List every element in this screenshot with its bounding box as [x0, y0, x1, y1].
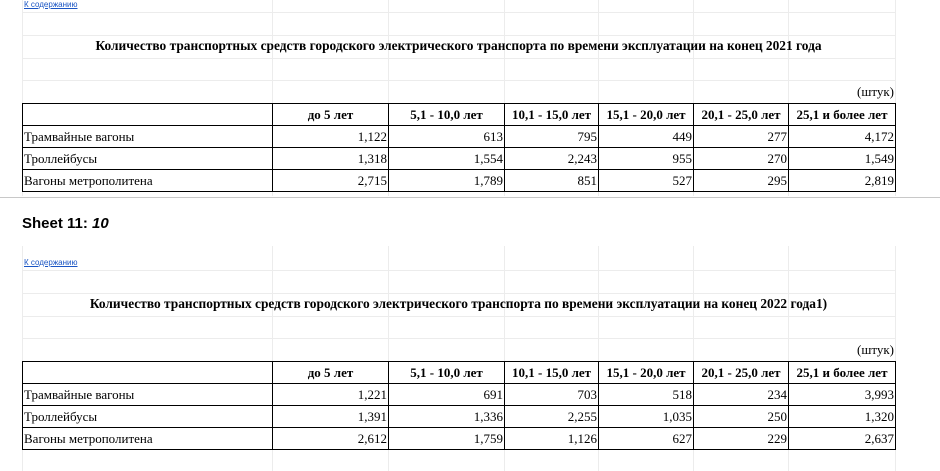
table-cell: 2,255 [505, 406, 599, 428]
table-row [23, 406, 896, 428]
row-label: Вагоны метрополитена [23, 428, 273, 450]
table-cell: 955 [599, 148, 694, 170]
table-cell: 2,637 [789, 428, 896, 450]
sheet-heading-number: 10 [92, 215, 109, 232]
table-cell: 1,391 [273, 406, 389, 428]
table-cell: 627 [599, 428, 694, 450]
header-cell: 15,1 - 20,0 лет [599, 104, 694, 126]
sheet-heading-prefix: Sheet 11: [22, 215, 93, 232]
table-cell: 1,122 [273, 126, 389, 148]
table-cell: 1,549 [789, 148, 896, 170]
header-cell: 20,1 - 25,0 лет [694, 104, 789, 126]
table-row [23, 384, 896, 406]
header-cell: 10,1 - 15,0 лет [505, 104, 599, 126]
table-header-row [23, 362, 896, 384]
table-cell: 1,126 [505, 428, 599, 450]
contents-link[interactable]: К содержанию [24, 258, 78, 267]
table-cell: 3,993 [789, 384, 896, 406]
header-cell: 5,1 - 10,0 лет [389, 362, 505, 384]
table-cell: 270 [694, 148, 789, 170]
table-cell: 518 [599, 384, 694, 406]
unit-label: (штук) [857, 342, 894, 357]
row-label: Вагоны метрополитена [23, 170, 273, 192]
table-cell: 1,318 [273, 148, 389, 170]
table-cell: 703 [505, 384, 599, 406]
table-row [23, 170, 896, 192]
row-label: Трамвайные вагоны [23, 384, 273, 406]
table-row [23, 428, 896, 450]
table-cell: 2,612 [273, 428, 389, 450]
table-cell: 795 [505, 126, 599, 148]
table-title: Количество транспортных средств городского электрического транспорта по времени эксплуатации на конец 2022 года1) [89, 296, 828, 311]
table-cell: 277 [694, 126, 789, 148]
header-cell: 25,1 и более лет [789, 362, 896, 384]
header-cell: 5,1 - 10,0 лет [389, 104, 505, 126]
header-cell [23, 104, 273, 126]
table-cell: 2,819 [789, 170, 896, 192]
row-label: Трамвайные вагоны [23, 126, 273, 148]
table-cell: 295 [694, 170, 789, 192]
table-header-row [23, 104, 896, 126]
header-cell [23, 362, 273, 384]
table-cell: 527 [599, 170, 694, 192]
table-cell: 449 [599, 126, 694, 148]
table-cell: 1,320 [789, 406, 896, 428]
row-label: Троллейбусы [23, 148, 273, 170]
row-label: Троллейбусы [23, 406, 273, 428]
table-cell: 2,243 [505, 148, 599, 170]
table-cell: 250 [694, 406, 789, 428]
header-cell: до 5 лет [273, 362, 389, 384]
sheet-heading [22, 215, 109, 232]
table-cell: 1,554 [389, 148, 505, 170]
data-table [22, 361, 896, 450]
table-cell: 234 [694, 384, 789, 406]
table-cell: 1,035 [599, 406, 694, 428]
table-cell: 4,172 [789, 126, 896, 148]
table-cell: 613 [389, 126, 505, 148]
table-cell: 851 [505, 170, 599, 192]
header-cell: 15,1 - 20,0 лет [599, 362, 694, 384]
table-cell: 1,759 [389, 428, 505, 450]
header-cell: до 5 лет [273, 104, 389, 126]
sheet-divider [0, 197, 940, 198]
table-row [23, 148, 896, 170]
table-cell: 1,336 [389, 406, 505, 428]
header-cell: 10,1 - 15,0 лет [505, 362, 599, 384]
table-cell: 1,221 [273, 384, 389, 406]
header-cell: 20,1 - 25,0 лет [694, 362, 789, 384]
table-cell: 229 [694, 428, 789, 450]
table-title: Количество транспортных средств городского электрического транспорта по времени эксплуатации на конец 2021 года [95, 38, 822, 53]
table-cell: 691 [389, 384, 505, 406]
table-row [23, 126, 896, 148]
header-cell: 25,1 и более лет [789, 104, 896, 126]
contents-link[interactable]: К содержанию [24, 0, 78, 9]
table-cell: 2,715 [273, 170, 389, 192]
unit-label: (штук) [857, 84, 894, 99]
table-cell: 1,789 [389, 170, 505, 192]
data-table [22, 103, 896, 192]
